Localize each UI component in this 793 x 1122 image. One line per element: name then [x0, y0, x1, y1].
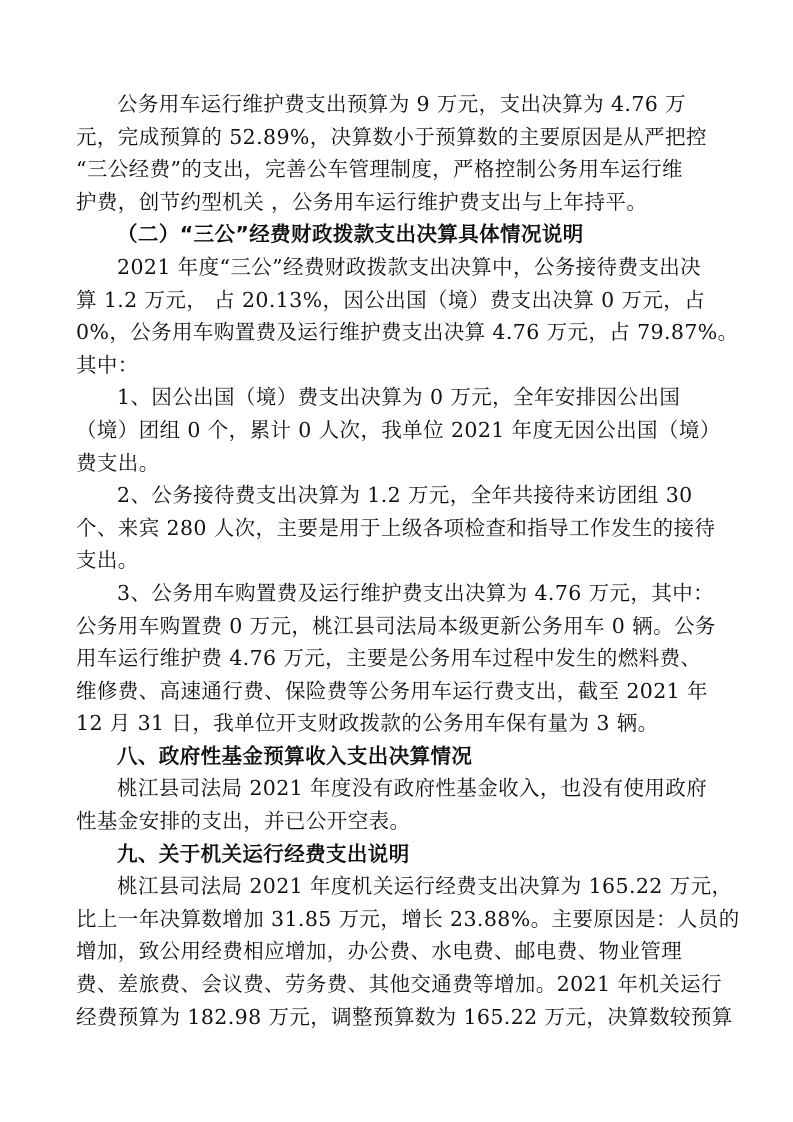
text-line: “三公经费”的支出，完善公车管理制度，严格控制公务用车运行维 [76, 157, 683, 182]
text-line: 用车运行维护费 4.76 万元，主要是公务用车过程中发生的燃料费、 [76, 646, 702, 671]
paragraph-reception [76, 479, 720, 577]
text-line: 12 月 31 日，我单位开支财政拨款的公务用车保有量为 3 辆。 [76, 711, 659, 736]
text-line: 经费预算为 182.98 万元，调整预算数为 165.22 万元，决算数较预算 [76, 1004, 733, 1029]
paragraph-overseas-travel [76, 381, 720, 479]
text-line: 3、公务用车购置费及运行维护费支出决算为 4.76 万元，其中： [117, 580, 715, 605]
text-line: 公务用车购置费 0 万元，桃江县司法局本级更新公务用车 0 辆。公务 [76, 613, 716, 638]
text-line: 桃江县司法局 2021 年度机关运行经费支出决算为 165.22 万元， [117, 874, 733, 899]
document-page [76, 88, 740, 1033]
paragraph-vehicle-purchase [76, 577, 720, 740]
text-line: 2021 年度“三公”经费财政拨款支出决算中，公务接待费支出决 [117, 254, 702, 279]
text-line: 0%，公务用车购置费及运行维护费支出决算 4.76 万元，占 79.87%。 [76, 320, 739, 345]
text-line: 维修费、高速通行费、保险费等公务用车运行费支出，截至 2021 年 [76, 678, 708, 703]
paragraph-operating-expenses [76, 870, 740, 1033]
text-line: 支出。 [76, 548, 139, 573]
text-line: 护费，创节约型机关 ，公务用车运行维护费支出与上年持平。 [76, 189, 648, 214]
text-line: 桃江县司法局 2021 年度没有政府性基金收入，也没有使用政府 [117, 776, 708, 801]
text-line: （境）团组 0 个，累计 0 人次，我单位 2021 年度无因公出国（境） [76, 417, 721, 442]
text-line: 比上一年决算数增加 31.85 万元，增长 23.88%。主要原因是：人员的 [76, 906, 740, 931]
text-line: 性基金安排的支出，并已公开空表。 [76, 809, 411, 834]
text-line: 费、差旅费、会议费、劳务费、其他交通费等增加。2021 年机关运行 [76, 972, 722, 997]
text-line: 增加，致公用经费相应增加，办公费、水电费、邮电费、物业管理 [76, 939, 683, 964]
paragraph-vehicle-maintenance [76, 88, 720, 218]
text-line: 个、来宾 280 人次，主要是用于上级各项检查和指导工作发生的接待 [76, 515, 716, 540]
section-heading: 八、政府性基金预算收入支出决算情况 [117, 743, 473, 768]
section-heading: 九、关于机关运行经费支出说明 [117, 841, 410, 866]
paragraph-government-fund [76, 772, 720, 837]
text-line: 2、公务接待费支出决算为 1.2 万元，全年共接待来访团组 30 [117, 483, 693, 508]
text-line: 费支出。 [76, 450, 160, 475]
text-line: 元，完成预算的 52.89%，决算数小于预算数的主要原因是从严把控 [76, 124, 707, 149]
text-line: 其中： [76, 352, 139, 377]
text-line: 算 1.2 万元， 占 20.13%，因公出国（境）费支出决算 0 万元，占 [76, 287, 706, 312]
section-heading: （二）“三公”经费财政拨款支出决算具体情况说明 [117, 222, 584, 247]
text-line: 公务用车运行维护费支出预算为 9 万元，支出决算为 4.76 万 [117, 92, 687, 116]
paragraph-three-public-summary [76, 251, 739, 381]
text-line: 1、因公出国（境）费支出决算为 0 万元，全年安排因公出国 [117, 385, 681, 410]
